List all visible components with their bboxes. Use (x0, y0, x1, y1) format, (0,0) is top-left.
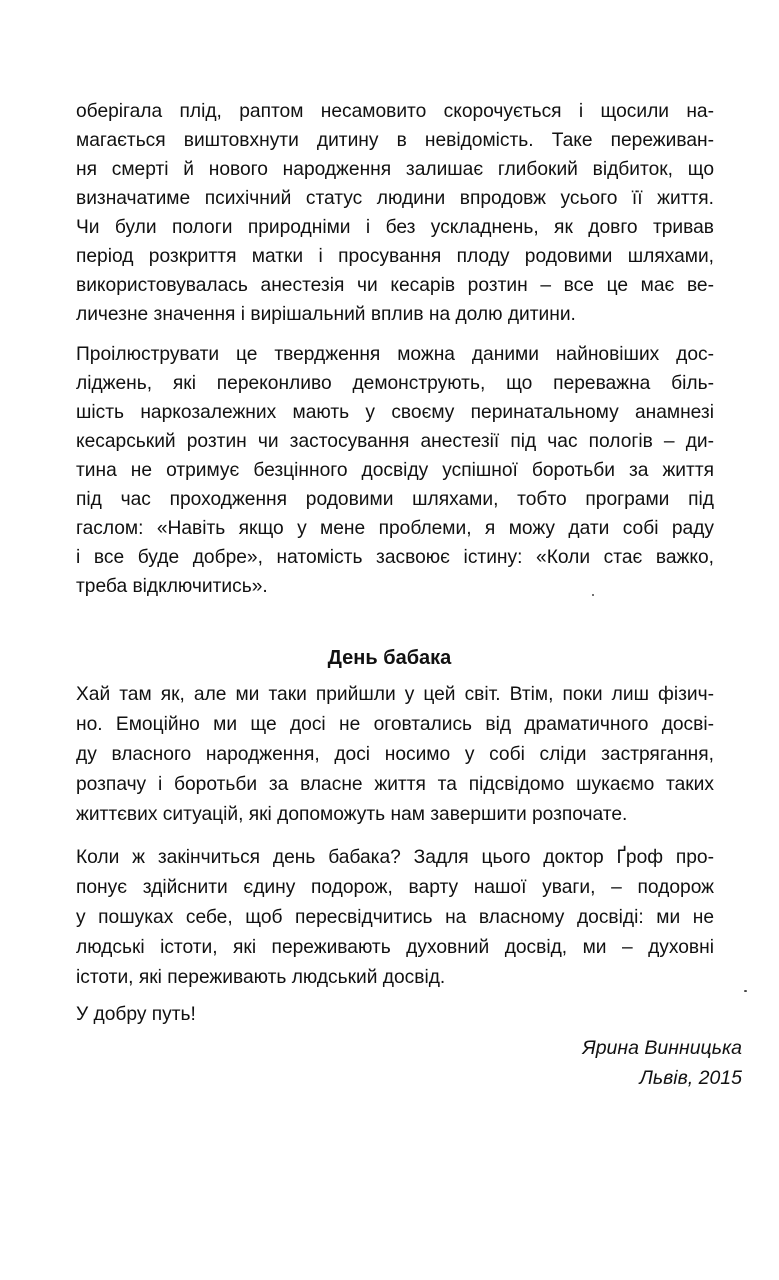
paragraph-line: визначатиме психічний статус людини впродовж усього її життя. (76, 188, 714, 209)
paragraph-line: ліджень, які переконливо демонструють, що переважна біль- (76, 373, 714, 394)
signature-place-year: Львів, 2015 (639, 1067, 742, 1089)
paragraph-line: понує здійснити єдину подорож, варту нашої уваги, – подорож (76, 877, 714, 898)
paragraph-line: людські істоти, які переживають духовний досвід, ми – духовні (76, 937, 714, 958)
paragraph-line: оберігала плід, раптом несамовито скорочується і щосили на- (76, 101, 714, 122)
paragraph-line: Хай там як, але ми таки прийшли у цей світ. Втім, поки лиш фізич- (76, 684, 714, 705)
paragraph-line: но. Емоційно ми ще досі не оговтались від драматичного досві- (76, 714, 714, 735)
paragraph-line: використовувалась анестезія чи кесарів розтин – все це має ве- (76, 275, 714, 296)
paragraph-line: личезне значення і вирішальний вплив на долю дитини. (76, 304, 576, 325)
scan-speck (744, 990, 747, 992)
paragraph-line: Проілюструвати це твердження можна даними найновіших дос- (76, 344, 714, 365)
paragraph-line: магається виштовхнути дитину в невідомість. Таке переживан- (76, 130, 714, 151)
signature-author: Ярина Винницька (582, 1037, 742, 1059)
closing-line: У добру путь! (76, 1004, 196, 1025)
paragraph-line: шість наркозалежних мають у своєму перинатальному анамнезі (76, 402, 714, 423)
paragraph-line: Чи були пологи природніми і без ускладнень, як довго тривав (76, 217, 714, 238)
paragraph-line: треба відключитись». (76, 576, 268, 597)
paragraph-line: ня смерті й нового народження залишає глибокий відбиток, що (76, 159, 714, 180)
paragraph-line: життєвих ситуацій, які допоможуть нам завершити розпочате. (76, 804, 628, 825)
paragraph-line: Коли ж закінчиться день бабака? Задля цього доктор Ґроф про- (76, 847, 714, 868)
paragraph-line: гаслом: «Навіть якщо у мене проблеми, я можу дати собі раду (76, 518, 714, 539)
paragraph-line: ду власного народження, досі носимо у собі сліди застрягання, (76, 744, 714, 765)
paragraph-line: істоти, які переживають людський досвід. (76, 967, 446, 988)
paragraph-line: і все буде добре», натомість засвоює істину: «Коли стає важко, (76, 547, 714, 568)
paragraph-line: період розкриття матки і просування плоду родовими шляхами, (76, 246, 714, 267)
paragraph-line: у пошуках себе, щоб пересвідчитись на власному досвіді: ми не (76, 907, 714, 928)
paragraph-line: кесарський розтин чи застосування анестезії під час пологів – ди- (76, 431, 714, 452)
scan-speck (592, 594, 594, 596)
paragraph-line: тина не отримує безцінного досвіду успішної боротьби за життя (76, 460, 714, 481)
paragraph-line: під час проходження родовими шляхами, тобто програми під (76, 489, 714, 510)
paragraph-line: розпачу і боротьби за власне життя та підсвідомо шукаємо таких (76, 774, 714, 795)
section-heading: День бабака (327, 647, 452, 669)
